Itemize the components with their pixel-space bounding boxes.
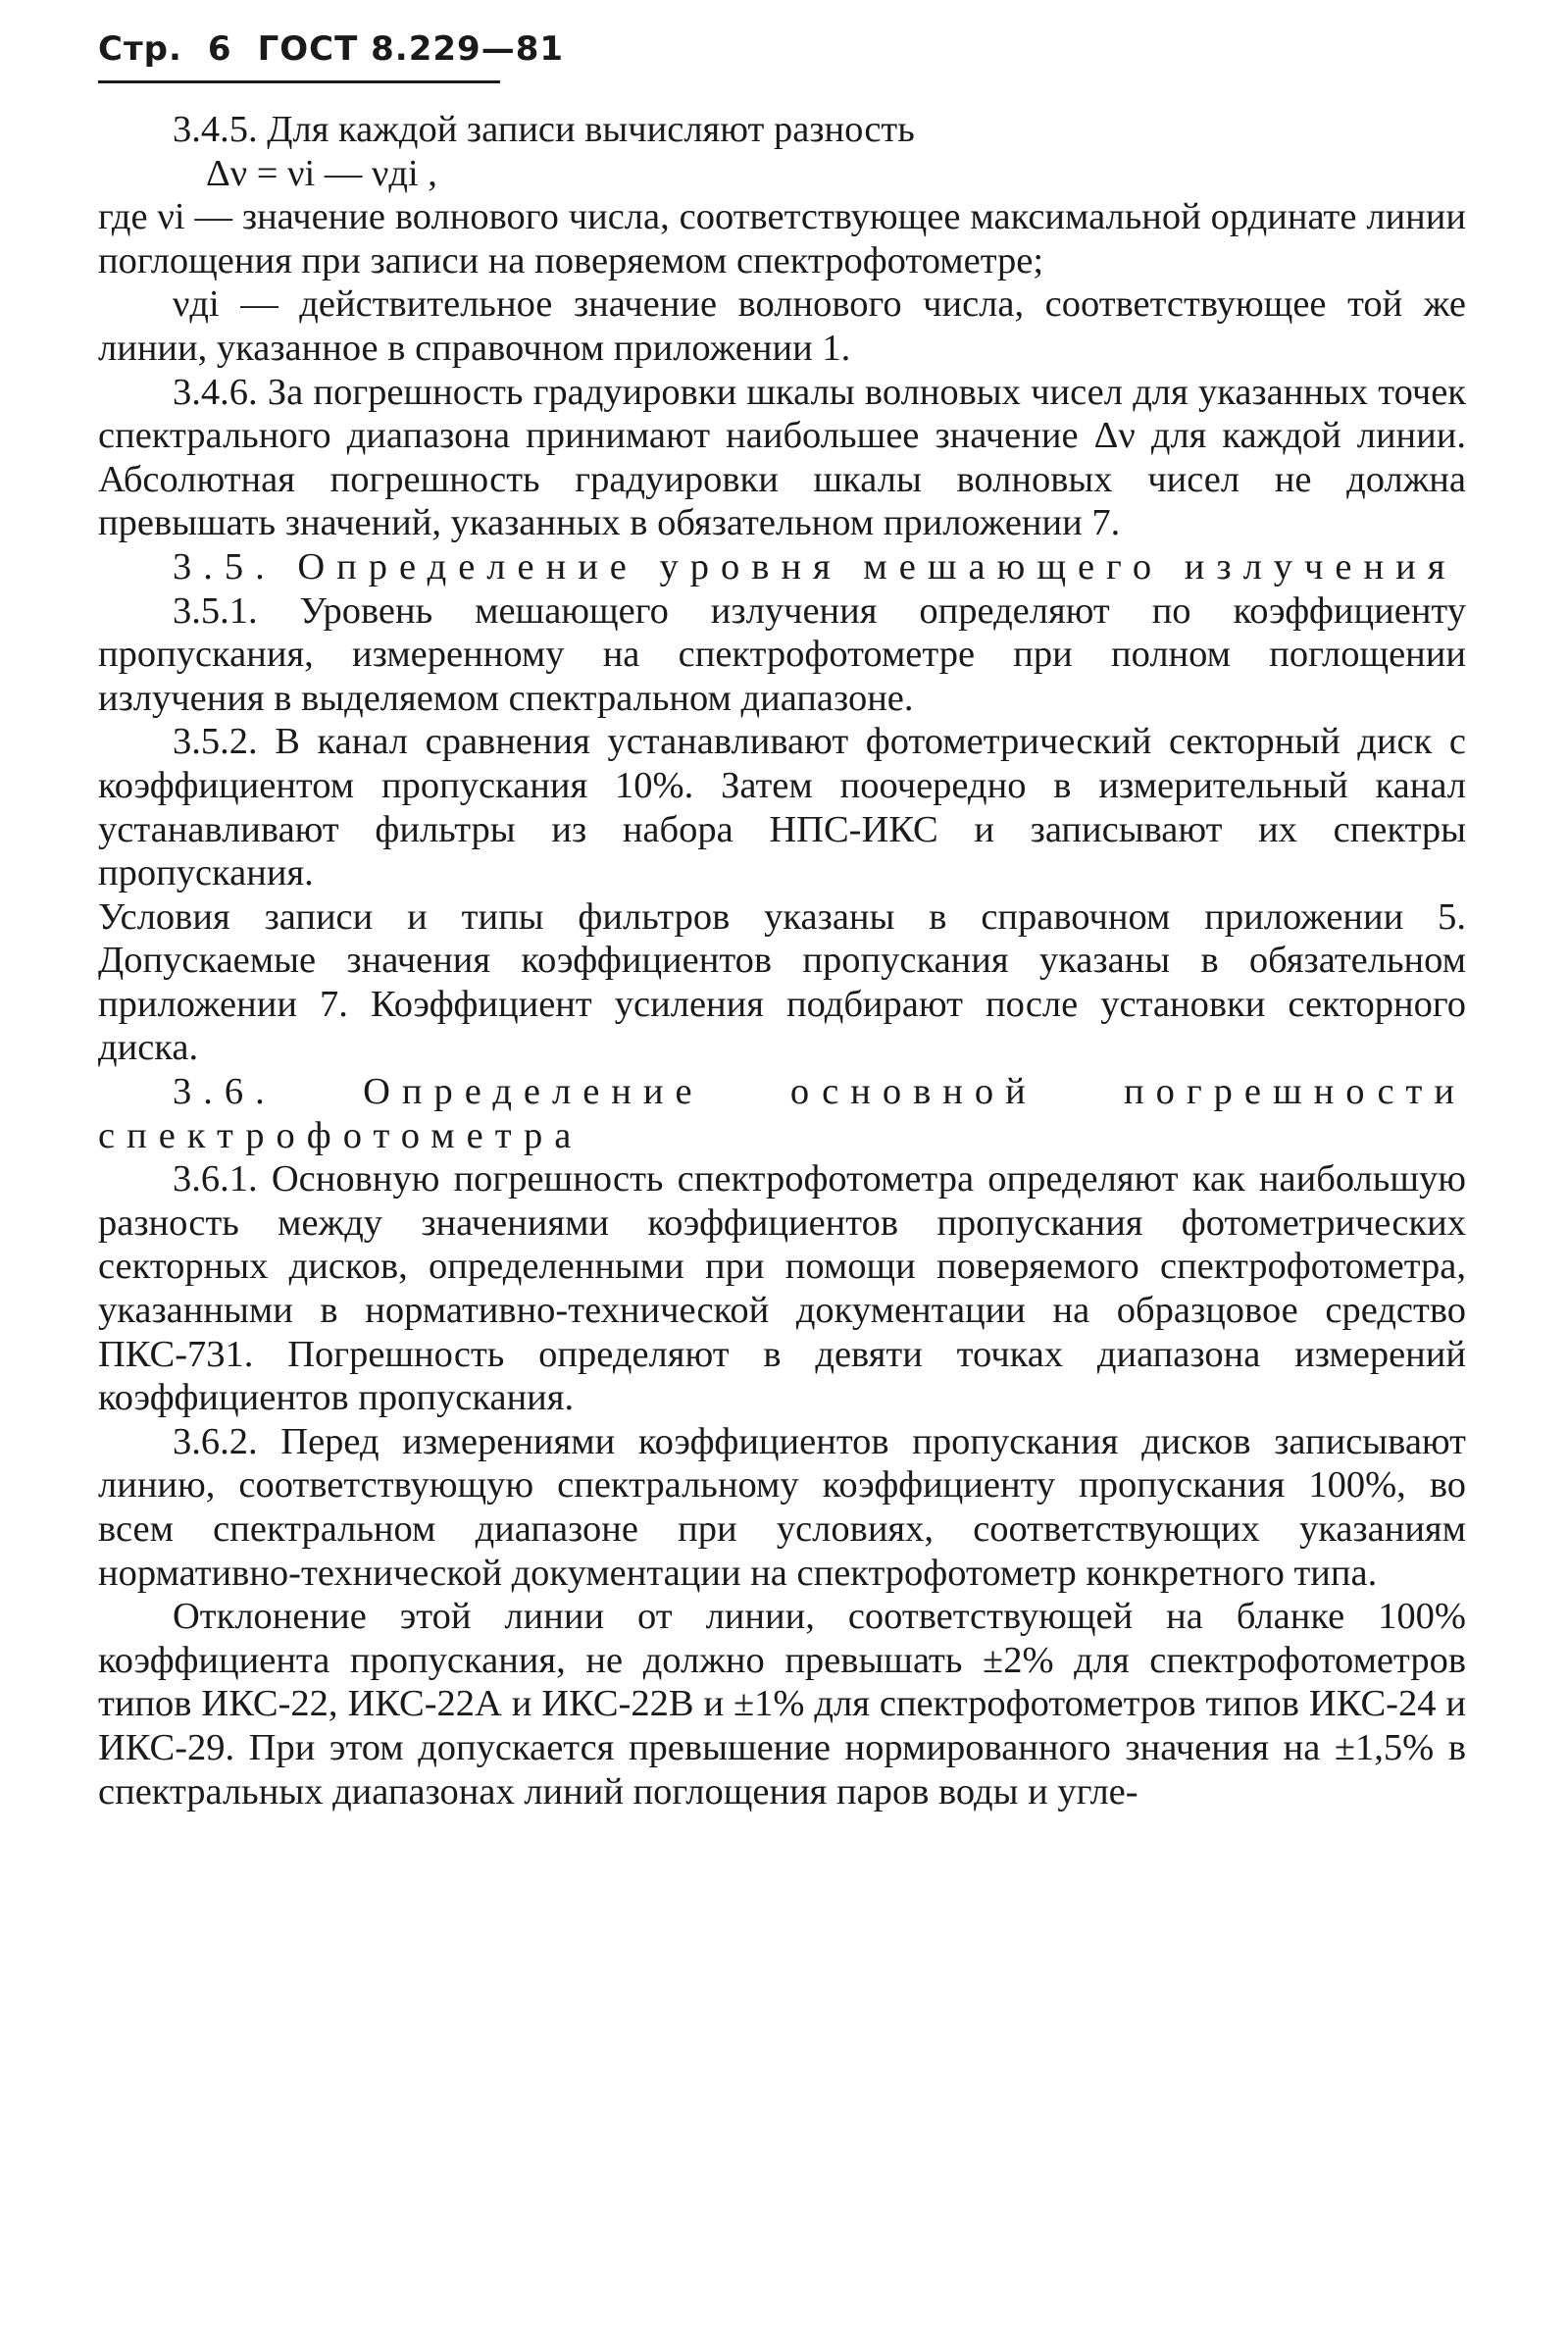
heading-3-5: 3.5. Определение уровня мешающего излучения bbox=[173, 545, 1457, 587]
document-body bbox=[98, 108, 1466, 1813]
standard-code: ГОСТ 8.229—81 bbox=[257, 29, 565, 69]
definition-nu-d: νдi — действительное значение волнового числа, соответствующее той же линии, указанное в справочном приложении 1. bbox=[98, 283, 1466, 369]
paragraph-3-5-1: 3.5.1. Уровень мешающего излучения определяют по коэффициенту пропускания, измеренному на спектрофотометре при полном поглощении излучения в выделяемом спектральном диапазоне. bbox=[98, 589, 1466, 719]
paragraph-3-4-5: 3.4.5. Для каждой записи вычисляют разность bbox=[173, 109, 915, 150]
definition-nu-i: где νi — значение волнового числа, соответствующее максимальной ординате линии поглощения при записи на поверяемом спектрофотометре; bbox=[98, 196, 1466, 281]
page-label: Стр. bbox=[98, 29, 182, 69]
paragraph-3-4-6: 3.4.6. За погрешность градуировки шкалы волновых чисел для указанных точек спектрального диапазона принимают наибольшее значение Δν для каждой линии. Абсолютная погрешность градуировки шкалы волновых чисел не должна превышать значений, указанных в обязательном приложении 7. bbox=[98, 371, 1466, 544]
paragraph-3-6-1: 3.6.1. Основную погрешность спектрофотометра определяют как наибольшую разность между значениями коэффициентов пропускания фотометрических секторных дисков, определенными при помощи поверяемого спектрофотометра, указанными в нормативно-технической документации на образцовое средство ПКС-731. Погрешность определяют в девяти точках диапазона измерений коэффициентов пропускания. bbox=[98, 1158, 1466, 1419]
paragraph-3-6-2: 3.6.2. Перед измерениями коэффициентов пропускания дисков записывают линию, соответствующую спектральному коэффициенту пропускания 100%, во всем спектральном диапазоне при условиях, соответствующих указаниям нормативно-технической документации на спектрофотометр конкретного типа. bbox=[98, 1420, 1466, 1594]
page-header bbox=[98, 29, 564, 69]
page-number: 6 bbox=[207, 29, 232, 69]
paragraph-3-5-2-conditions: Условия записи и типы фильтров указаны в справочном приложении 5. Допускаемые значения коэффициентов пропускания указаны в обязательном приложении 7. Коэффициент усиления подбирают после установки секторного диска. bbox=[98, 895, 1466, 1069]
formula-delta-nu: Δν = νi — νдi , bbox=[206, 152, 437, 194]
paragraph-3-5-2: 3.5.2. В канал сравнения устанавливают фотометрический секторный диск с коэффициентом пропускания 10%. Затем поочередно в измерительный канал устанавливают фильтры из набора НПС-ИКС и записывают их спектры пропускания. bbox=[98, 721, 1466, 894]
header-rule bbox=[98, 80, 500, 83]
heading-3-6: 3.6. Определение основной погрешности спектрофотометра bbox=[98, 1071, 1466, 1156]
paragraph-3-6-2-deviation: Отклонение этой линии от линии, соответствующей на бланке 100% коэффициента пропускания, не должно превышать ±2% для спектрофотометров типов ИКС-22, ИКС-22А и ИКС-22В и ±1% для спектрофотометров типов ИКС-24 и ИКС-29. При этом допускается превышение нормированного значения на ±1,5% в спектральных диапазонах линий поглощения паров воды и угле- bbox=[98, 1596, 1466, 1812]
